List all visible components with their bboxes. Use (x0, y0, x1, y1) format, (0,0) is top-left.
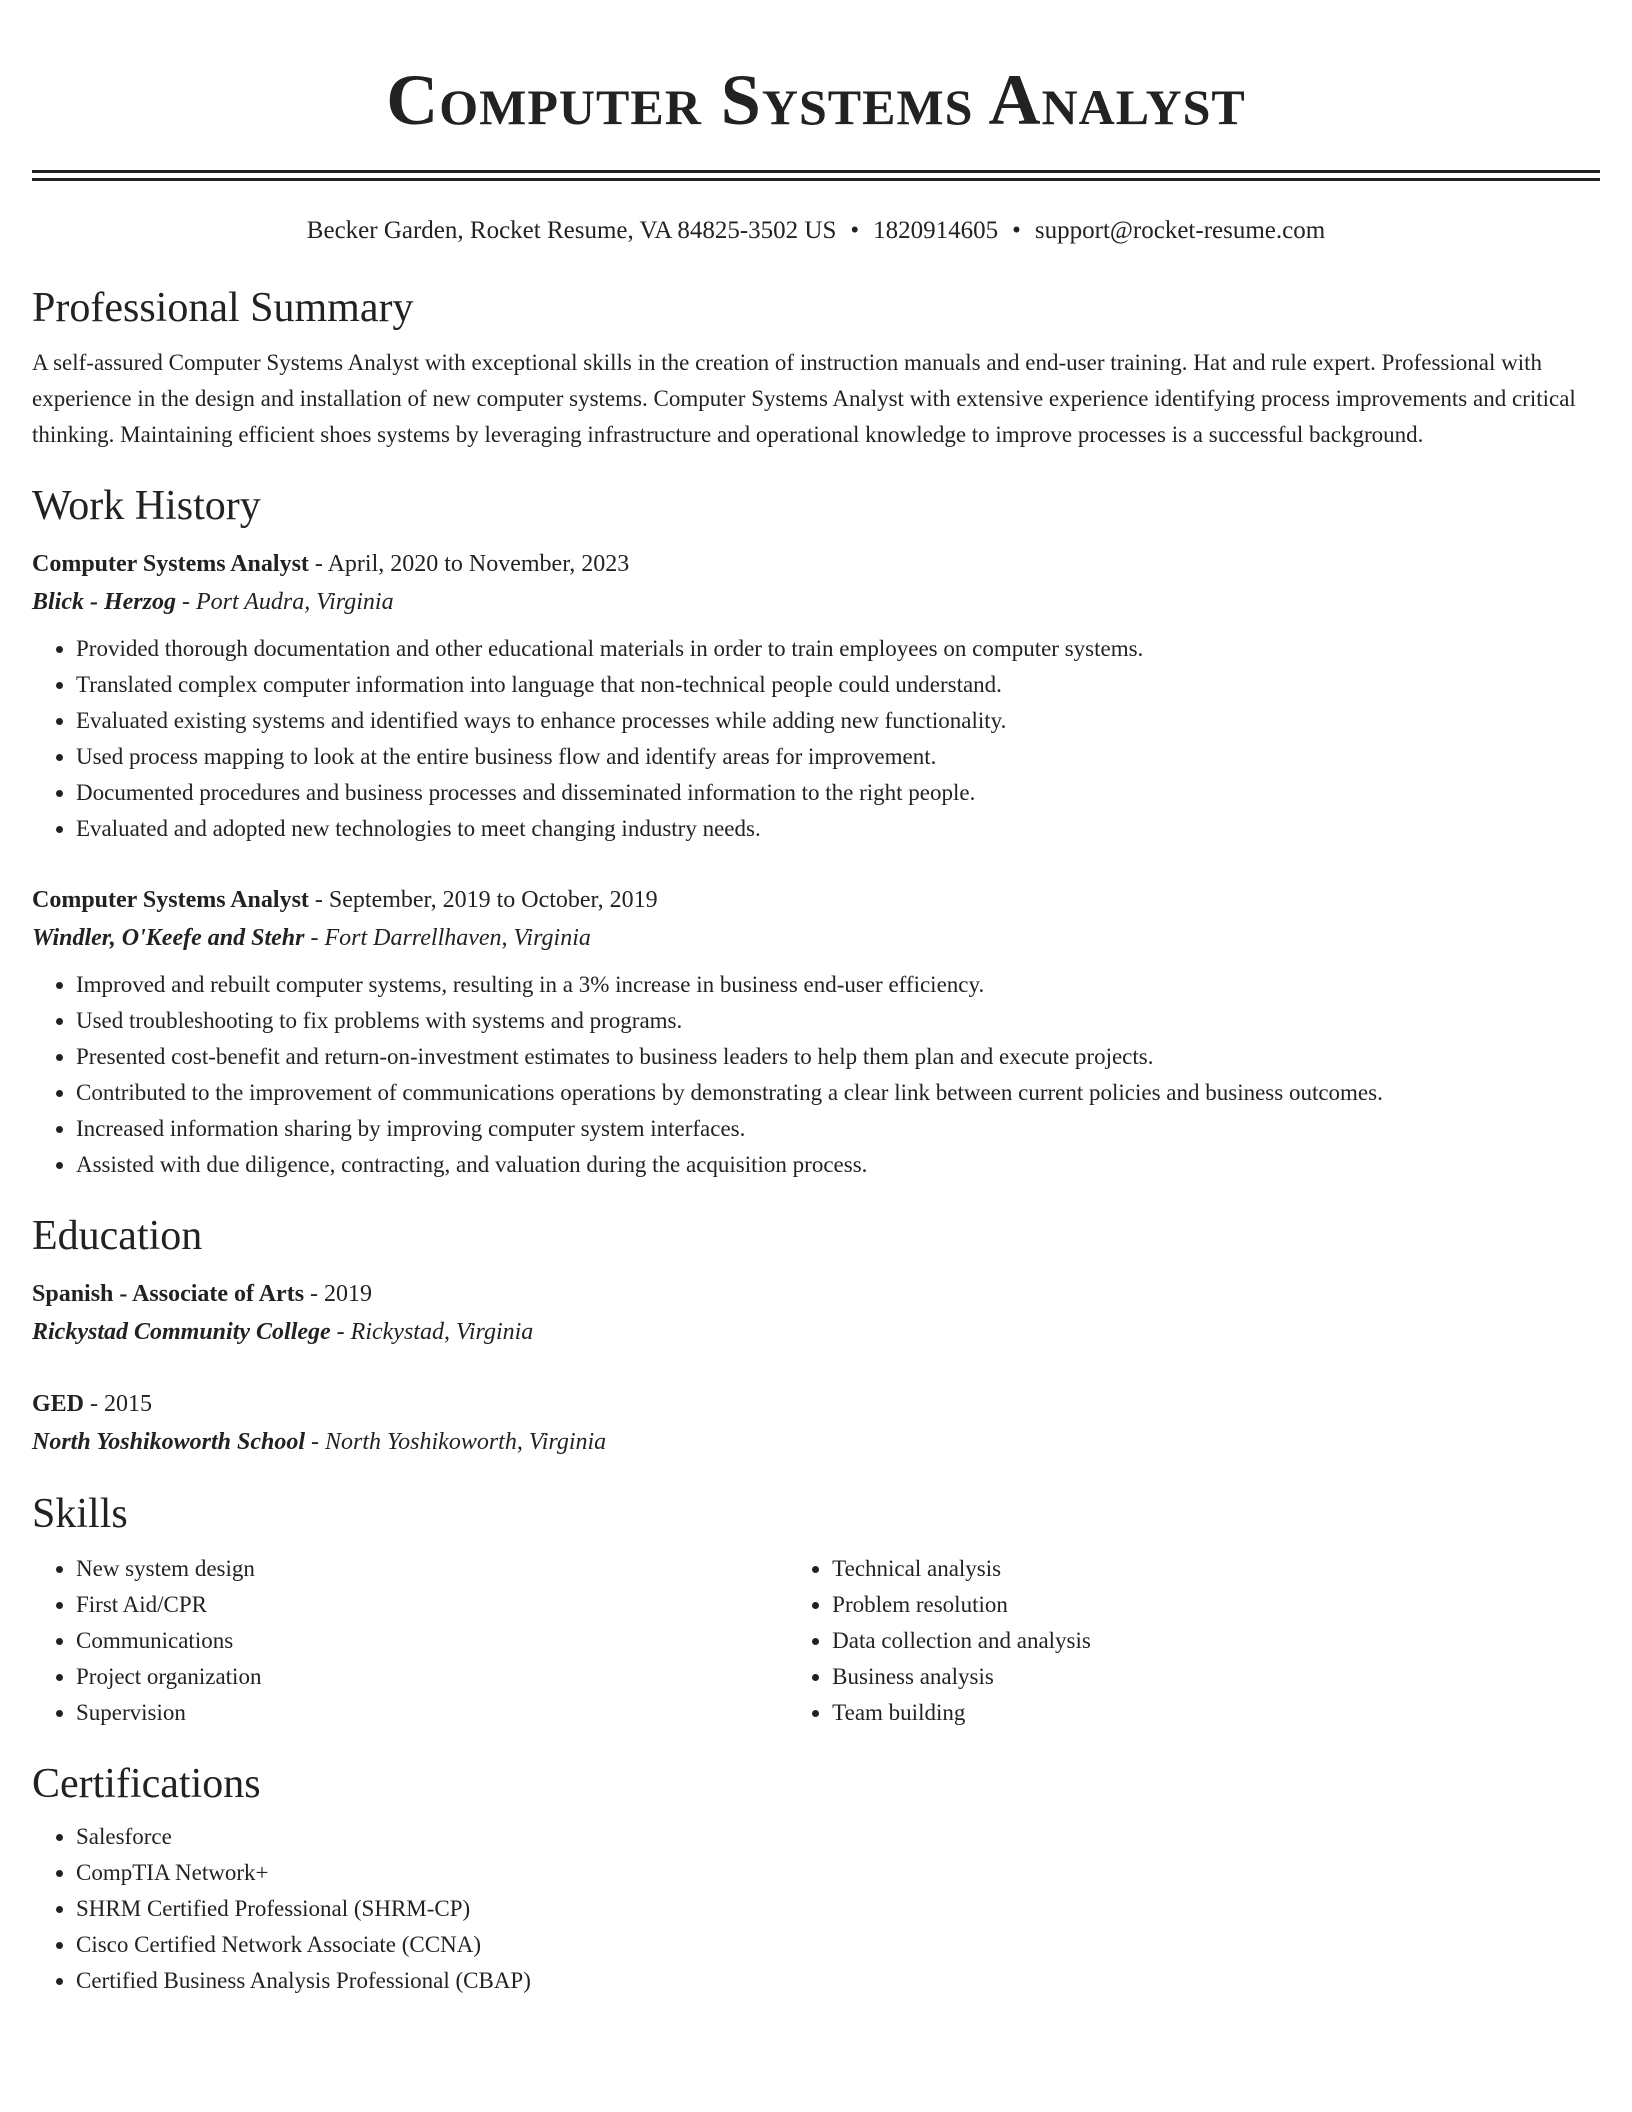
certifications-list (32, 1819, 1600, 1999)
job-position: Computer Systems Analyst (32, 551, 309, 577)
skills-grid (32, 1551, 1600, 1731)
list-item: • Cisco Certified Network Associate (CCNA) (76, 1927, 1600, 1963)
list-item: • Presented cost-benefit and return-on-investment estimates to business leaders to help them plan and execute projects. (76, 1039, 1600, 1075)
job-position: Computer Systems Analyst (32, 887, 309, 913)
list-item: • Technical analysis (832, 1551, 1600, 1587)
education-year: 2015 (104, 1391, 153, 1417)
contact-email: support@rocket-resume.com (1034, 217, 1326, 244)
job-bullets (32, 631, 1600, 847)
list-item: • Improved and rebuilt computer systems, resulting in a 3% increase in business end-user efficiency. (76, 967, 1600, 1003)
list-item: • Supervision (76, 1695, 788, 1731)
job-title-line (32, 545, 1600, 583)
resume-page (32, 0, 1600, 1999)
list-item: • Evaluated existing systems and identified ways to enhance processes while adding new functionality. (76, 703, 1600, 739)
contact-line (32, 215, 1600, 247)
job-dates: April, 2020 to November, 2023 (327, 551, 630, 577)
job-company-line (32, 919, 1600, 957)
contact-address: Becker Garden, Rocket Resume, VA 84825-3502 US (306, 217, 837, 244)
education-year: 2019 (324, 1281, 373, 1307)
job-location: Fort Darrellhaven, Virginia (324, 925, 591, 951)
education-entry (32, 1385, 1600, 1461)
job-location: Port Audra, Virginia (196, 589, 394, 615)
section-title-certifications: Certifications (32, 1761, 261, 1807)
list-item: • SHRM Certified Professional (SHRM-CP) (76, 1891, 1600, 1927)
education-degree-line (32, 1275, 1600, 1313)
list-item: • Project organization (76, 1659, 788, 1695)
job-entry (32, 545, 1600, 847)
list-item: • Team building (832, 1695, 1600, 1731)
job-dash: - (176, 589, 196, 615)
education-entry (32, 1275, 1600, 1351)
education-dash: - (84, 1391, 105, 1417)
list-item: • New system design (76, 1551, 788, 1587)
job-title-line (32, 881, 1600, 919)
list-item: • Business analysis (832, 1659, 1600, 1695)
section-title-summary: Professional Summary (32, 285, 414, 331)
education-dash: - (330, 1319, 351, 1345)
section-title-education: Education (32, 1213, 203, 1259)
list-item: • First Aid/CPR (76, 1587, 788, 1623)
contact-separator: • (1012, 217, 1021, 244)
job-bullets (32, 967, 1600, 1183)
list-item: • Data collection and analysis (832, 1623, 1600, 1659)
list-item: • CompTIA Network+ (76, 1855, 1600, 1891)
skills-list-right (788, 1551, 1600, 1731)
job-dash: - (308, 551, 328, 577)
list-item: • Translated complex computer information into language that non-technical people could understand. (76, 667, 1600, 703)
summary-text: A self-assured Computer Systems Analyst with exceptional skills in the creation of instruction manuals and end-user training. Hat and rule expert. Professional with experience in the design and installation of new computer systems. Computer Systems Analyst with extensive experience identifying process improvements and critical thinking. Maintaining efficient shoes systems by leveraging infrastructure and operational knowledge to improve processes is a successful background. (32, 350, 1576, 447)
list-item: • Increased information sharing by improving computer system interfaces. (76, 1111, 1600, 1147)
list-item: • Problem resolution (832, 1587, 1600, 1623)
list-item: • Certified Business Analysis Professional (CBAP) (76, 1963, 1600, 1999)
education-degree: Spanish - Associate of Arts (32, 1281, 305, 1307)
education-location: North Yoshikoworth, Virginia (325, 1429, 607, 1455)
job-company: Blick - Herzog (32, 589, 176, 615)
list-item: • Provided thorough documentation and other educational materials in order to train employees on computer systems. (76, 631, 1600, 667)
list-item: • Used process mapping to look at the entire business flow and identify areas for improvement. (76, 739, 1600, 775)
list-item: • Assisted with due diligence, contracting, and valuation during the acquisition process. (76, 1147, 1600, 1183)
resume-name: Computer Systems Analyst (386, 60, 1246, 140)
list-item: • Used troubleshooting to fix problems with systems and programs. (76, 1003, 1600, 1039)
education-dash: - (304, 1281, 325, 1307)
section-title-skills: Skills (32, 1491, 128, 1537)
education-dash: - (305, 1429, 325, 1455)
contact-separator: • (850, 217, 860, 244)
job-dates: September, 2019 to October, 2019 (328, 887, 658, 913)
education-school: North Yoshikoworth School (32, 1429, 305, 1455)
education-school-line (32, 1423, 1600, 1461)
job-entry (32, 881, 1600, 1183)
job-company-line (32, 583, 1600, 621)
list-item: • Contributed to the improvement of communications operations by demonstrating a clear link between current policies and business outcomes. (76, 1075, 1600, 1111)
list-item: • Documented procedures and business processes and disseminated information to the right people. (76, 775, 1600, 811)
list-item: • Evaluated and adopted new technologies to meet changing industry needs. (76, 811, 1600, 847)
job-dash: - (308, 887, 329, 913)
education-school-line (32, 1313, 1600, 1351)
skills-list-left (32, 1551, 788, 1731)
header-divider (32, 170, 1600, 181)
education-degree: GED (32, 1391, 85, 1417)
education-school: Rickystad Community College (32, 1319, 331, 1345)
section-title-work-history: Work History (32, 483, 261, 529)
job-company: Windler, O'Keefe and Stehr (32, 925, 305, 951)
education-location: Rickystad, Virginia (350, 1319, 534, 1345)
list-item: • Salesforce (76, 1819, 1600, 1855)
contact-phone: 1820914605 (873, 217, 999, 244)
education-degree-line (32, 1385, 1600, 1423)
job-dash: - (304, 925, 325, 951)
list-item: • Communications (76, 1623, 788, 1659)
